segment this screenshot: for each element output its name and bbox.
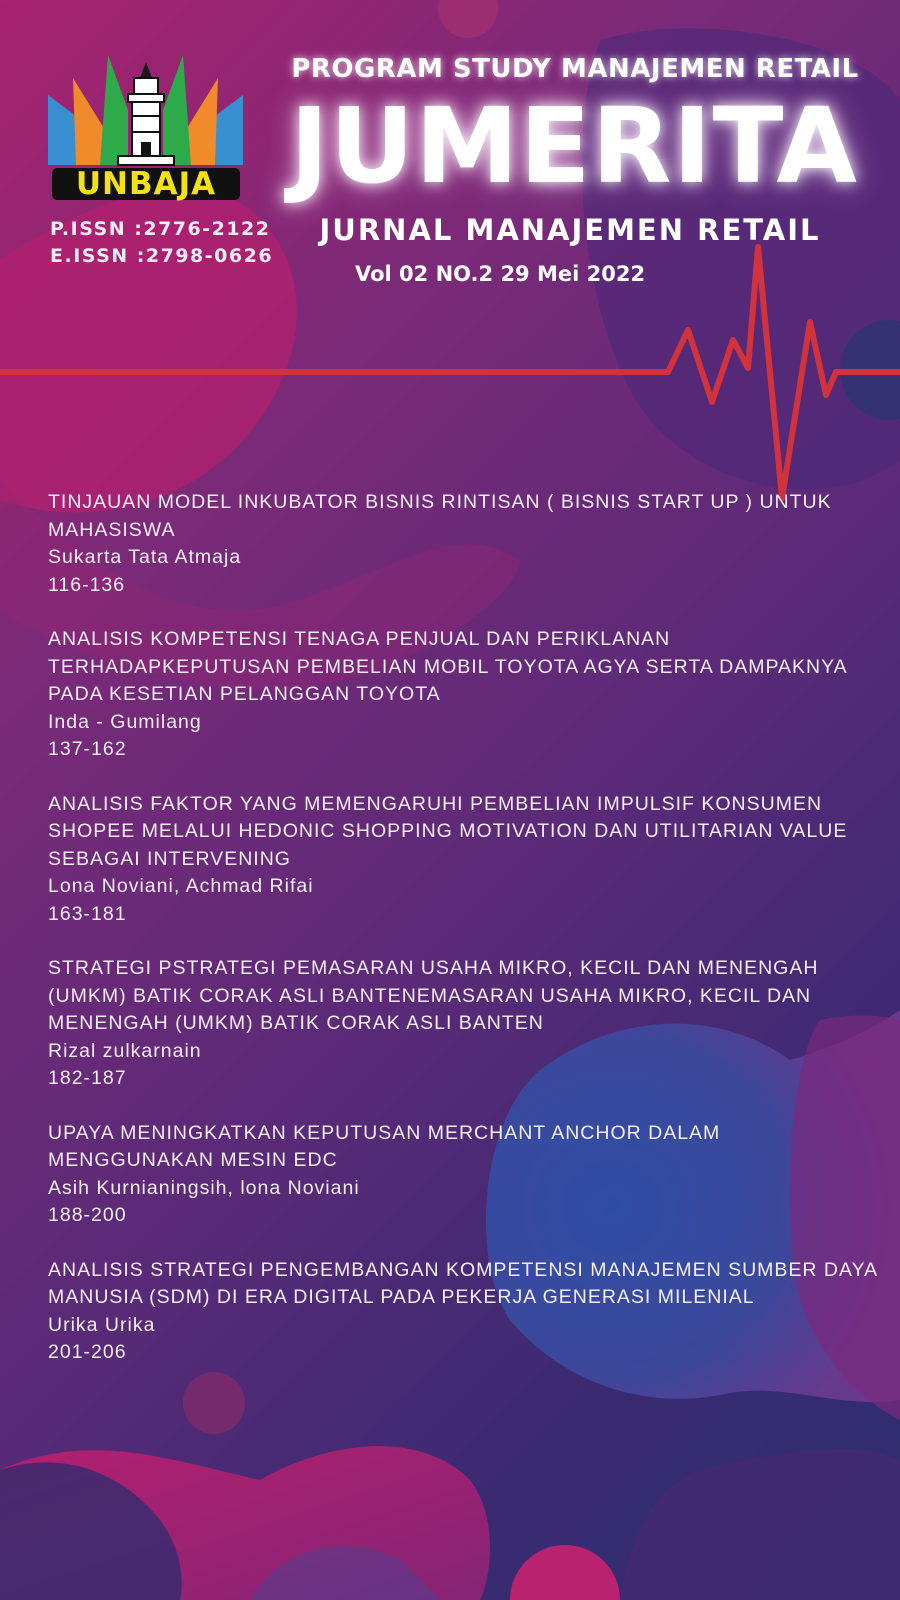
p-issn: P.ISSN :2776-2122 [50, 218, 271, 240]
article-title: TINJAUAN MODEL INKUBATOR BISNIS RINTISAN ( BISNIS START UP ) UNTUK MAHASISWA [48, 491, 832, 541]
article-authors: Sukarta Tata Atmaja [48, 546, 242, 568]
e-issn: E.ISSN :2798-0626 [50, 245, 274, 267]
unbaja-logo [48, 50, 248, 205]
article-title: STRATEGI PSTRATEGI PEMASARAN USAHA MIKRO, KECIL DAN MENENGAH (UMKM) BATIK CORAK ASLI BANTENEMASARAN USAHA MIKRO, KECIL DAN MENENGAH (UMKM) BATIK CORAK ASLI BANTEN [48, 957, 819, 1034]
article-item[interactable] [48, 1257, 878, 1367]
volume-info: Vol 02 NO.2 29 Mei 2022 [355, 262, 646, 286]
program-name: PROGRAM STUDY MANAJEMEN RETAIL [291, 54, 859, 84]
journal-title: JUMERITA [290, 85, 858, 207]
article-item[interactable] [48, 626, 878, 764]
article-title: ANALISIS STRATEGI PENGEMBANGAN KOMPETENSI MANAJEMEN SUMBER DAYA MANUSIA (SDM) DI ERA DIGITAL PADA PEKERJA GENERASI MILENIAL [48, 1258, 878, 1308]
journal-subtitle: JURNAL MANAJEMEN RETAIL [319, 213, 821, 247]
article-item[interactable] [48, 955, 878, 1093]
article-pages: 188-200 [48, 1204, 127, 1226]
article-authors: Urika Urika [48, 1313, 156, 1336]
article-item[interactable] [48, 1120, 878, 1230]
article-authors: Rizal zulkarnain [48, 1039, 202, 1062]
article-item[interactable] [48, 791, 878, 929]
article-pages: 163-181 [48, 902, 127, 925]
article-authors: Inda - Gumilang [48, 710, 202, 733]
article-authors: Lona Noviani, Achmad Rifai [48, 875, 314, 897]
article-item[interactable] [48, 489, 878, 599]
article-pages: 182-187 [48, 1067, 127, 1089]
article-title: UPAYA MENINGKATKAN KEPUTUSAN MERCHANT ANCHOR DALAM MENGGUNAKAN MESIN EDC [48, 1121, 721, 1171]
article-title: ANALISIS FAKTOR YANG MEMENGARUHI PEMBELIAN IMPULSIF KONSUMEN SHOPEE MELALUI HEDONIC SHOPPING MOTIVATION DAN UTILITARIAN VALUE SEBAGAI INTERVENING [48, 792, 848, 870]
article-authors: Asih Kurnianingsih, lona Noviani [48, 1176, 360, 1199]
article-list [48, 489, 878, 1394]
article-pages: 201-206 [48, 1341, 127, 1363]
article-pages: 116-136 [48, 573, 126, 596]
article-title: ANALISIS KOMPETENSI TENAGA PENJUAL DAN PERIKLANAN TERHADAPKEPUTUSAN PEMBELIAN MOBIL TOYOTA AGYA SERTA DAMPAKNYA PADA KESETIAN PELANGGAN TOYOTA [48, 628, 847, 705]
svg-text:UNBAJA: UNBAJA [75, 166, 217, 202]
article-pages: 137-162 [48, 738, 127, 760]
